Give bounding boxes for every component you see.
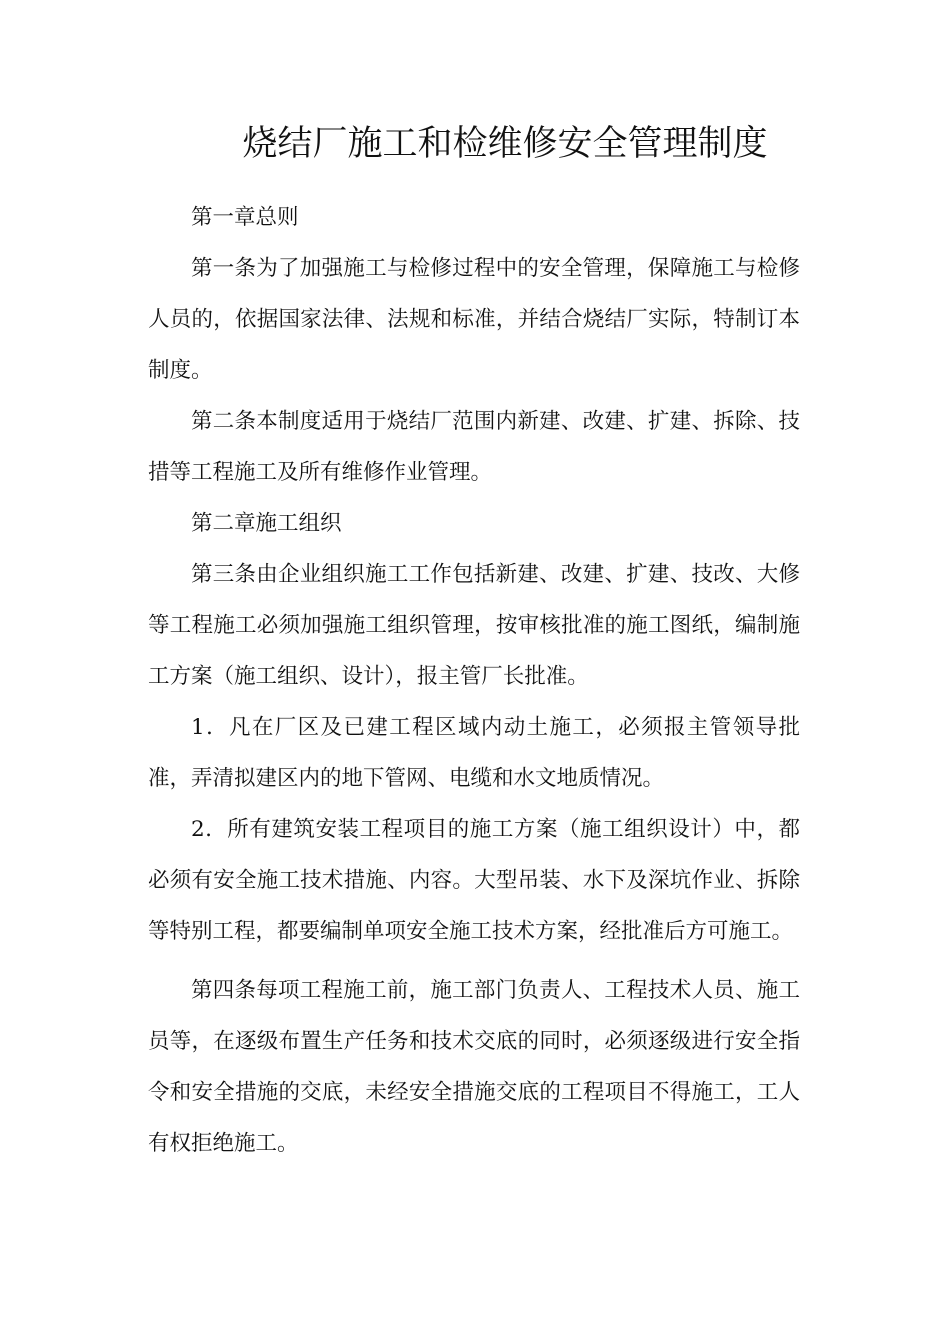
chapter-heading: 第一章总则 bbox=[191, 205, 299, 230]
paragraph: 第一条为了加强施工与检修过程中的安全管理，保障施工与检修人员的，依据国家法律、法规和标准，并结合烧结厂实际，特制订本制度。 bbox=[148, 256, 800, 383]
list-item: 1．凡在厂区及已建工程区域内动土施工，必须报主管领导批准，弄清拟建区内的地下管网、电缆和水文地质情况。 bbox=[148, 715, 800, 791]
paragraph: 第二条本制度适用于烧结厂范围内新建、改建、扩建、拆除、技措等工程施工及所有维修作业管理。 bbox=[148, 409, 800, 485]
chapter-heading: 第二章施工组织 bbox=[191, 511, 342, 536]
paragraph: 第四条每项工程施工前，施工部门负责人、工程技术人员、施工员等，在逐级布置生产任务和技术交底的同时，必须逐级进行安全指令和安全措施的交底，未经安全措施交底的工程项目不得施工，工人有权拒绝施工。 bbox=[148, 978, 800, 1156]
list-item: 2．所有建筑安装工程项目的施工方案（施工组织设计）中，都必须有安全施工技术措施、内容。大型吊装、水下及深坑作业、拆除等特别工程，都要编制单项安全施工技术方案，经批准后方可施工。 bbox=[148, 817, 800, 944]
document-body bbox=[148, 192, 800, 1169]
paragraph: 第三条由企业组织施工工作包括新建、改建、扩建、技改、大修等工程施工必须加强施工组织管理，按审核批准的施工图纸，编制施工方案（施工组织、设计），报主管厂长批准。 bbox=[148, 562, 800, 689]
document-title: 烧结厂施工和检维修安全管理制度 bbox=[242, 124, 768, 164]
